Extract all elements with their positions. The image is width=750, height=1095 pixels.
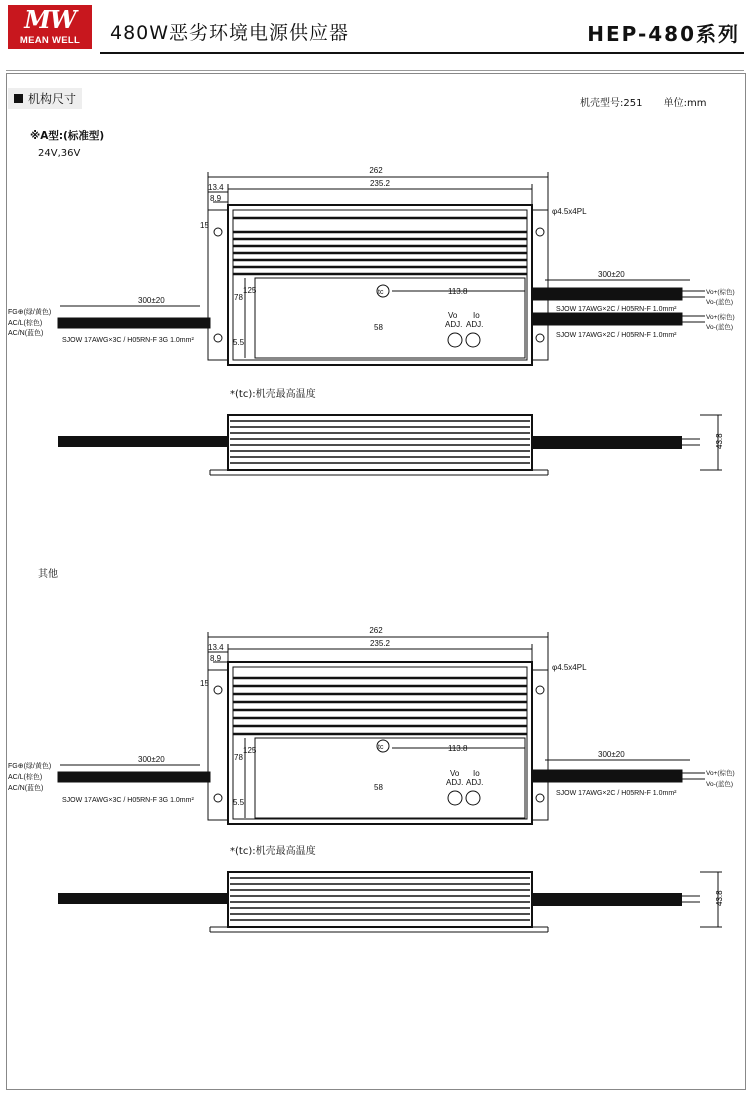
dim-inner: 235.2 <box>369 179 391 188</box>
top-view-drawing-a <box>0 160 750 385</box>
square-bullet-icon <box>14 94 23 103</box>
hole-label: φ4.5x4PL <box>552 207 587 216</box>
tc-symbol: tc <box>378 289 384 296</box>
dim-height-b: 43.8 <box>715 890 724 906</box>
input-cable <box>58 436 228 447</box>
input-cable-length-b: 300±20 <box>138 755 165 764</box>
output-cable <box>532 436 682 449</box>
side-view-drawing-a <box>0 405 750 485</box>
io-label: Io <box>473 311 480 320</box>
dim-edge2: 8.9 <box>210 194 222 203</box>
dim-edge-b: 13.4 <box>208 643 224 652</box>
output-label-b1: Vo+(棕色) <box>706 770 735 777</box>
output-label-b2: Vo-(蓝色) <box>706 781 734 788</box>
output-cable-spec-2: SJOW 17AWG×2C / H05RN-F 1.0mm² <box>556 332 677 339</box>
tc-note-a: *(tc):机壳最高温度 <box>230 389 316 400</box>
dim-overall: 262 <box>369 166 383 175</box>
divider <box>6 70 744 71</box>
output-label-1: Vo+(棕色) <box>706 289 735 296</box>
logo-mark: MW <box>24 5 76 34</box>
logo-name: MEAN WELL <box>19 35 81 46</box>
dim-5-5-b: 5.5 <box>233 798 245 807</box>
output-cable-length: 300±20 <box>598 270 625 279</box>
series-name: HEP-480系列 <box>587 22 740 46</box>
output-cable-spec-b: SJOW 17AWG×2C / H05RN-F 1.0mm² <box>556 790 677 797</box>
vo-label: Vo <box>448 311 458 320</box>
vo-adj-label-b: ADJ. <box>446 778 464 787</box>
section-title-text: 机构尺寸 <box>28 92 77 106</box>
vo-adj-label: ADJ. <box>445 320 463 329</box>
dim-15: 15 <box>200 221 209 230</box>
dim-edge2-b: 8.9 <box>210 654 222 663</box>
acl-label-b: AC/L(棕色) <box>8 774 43 781</box>
acl-label: AC/L(棕色) <box>8 320 43 327</box>
dim-58: 58 <box>374 323 383 332</box>
io-adj-label-b: ADJ. <box>466 778 484 787</box>
dim-78: 78 <box>234 293 243 302</box>
acn-label: AC/N(蓝色) <box>8 330 44 337</box>
unit-label: 单位:mm <box>663 98 707 109</box>
top-view-drawing-b <box>0 620 750 830</box>
dim-overall-b: 262 <box>369 626 383 635</box>
tc-note-b: *(tc):机壳最高温度 <box>230 846 316 857</box>
dim-125: 125 <box>243 286 257 295</box>
dim-inner-b: 235.2 <box>369 639 391 648</box>
dim-15-b: 15 <box>200 679 209 688</box>
input-cable-length: 300±20 <box>138 296 165 305</box>
output-cable-spec-1: SJOW 17AWG×2C / H05RN-F 1.0mm² <box>556 306 677 313</box>
dim-height: 43.8 <box>715 433 724 449</box>
dim-78-b: 78 <box>234 753 243 762</box>
dim-5-5: 5.5 <box>233 338 245 347</box>
output-label-3: Vo+(棕色) <box>706 314 735 321</box>
header-rule <box>100 52 744 54</box>
dim-edge: 13.4 <box>208 183 224 192</box>
hole-label-b: φ4.5x4PL <box>552 663 587 672</box>
io-label-b: Io <box>473 769 480 778</box>
dim-125-b: 125 <box>243 746 257 755</box>
side-view-drawing-b <box>0 862 750 942</box>
model-line: ※A型:(标准型) <box>30 130 105 142</box>
input-cable-b <box>58 893 228 904</box>
output-label-2: Vo-(蓝色) <box>706 299 734 306</box>
voltage-line: 24V,36V <box>38 148 81 159</box>
fg-label: FG⊕(绿/黄色) <box>8 309 52 316</box>
input-cable-spec: SJOW 17AWG×3C / H05RN-F 3G 1.0mm² <box>62 337 194 344</box>
fg-label-b: FG⊕(绿/黄色) <box>8 763 52 770</box>
meanwell-logo <box>8 5 92 49</box>
input-cable-spec-b: SJOW 17AWG×3C / H05RN-F 3G 1.0mm² <box>62 797 194 804</box>
header <box>0 0 750 56</box>
page-title: 480W恶劣环境电源供应器 <box>110 22 350 44</box>
tc-symbol-b: tc <box>378 744 384 751</box>
other-label: 其他 <box>38 569 58 580</box>
acn-label-b: AC/N(蓝色) <box>8 785 44 792</box>
dim-113-b: 113.8 <box>448 744 468 753</box>
output-cable-length-b: 300±20 <box>598 750 625 759</box>
vo-label-b: Vo <box>450 769 460 778</box>
io-adj-label: ADJ. <box>466 320 484 329</box>
output-label-4: Vo-(蓝色) <box>706 324 734 331</box>
dim-113: 113.8 <box>448 287 468 296</box>
section-title <box>8 88 82 109</box>
case-number: 机壳型号:251 <box>580 98 643 109</box>
dim-58-b: 58 <box>374 783 383 792</box>
case-meta <box>580 94 707 109</box>
output-cable-b <box>532 893 682 906</box>
